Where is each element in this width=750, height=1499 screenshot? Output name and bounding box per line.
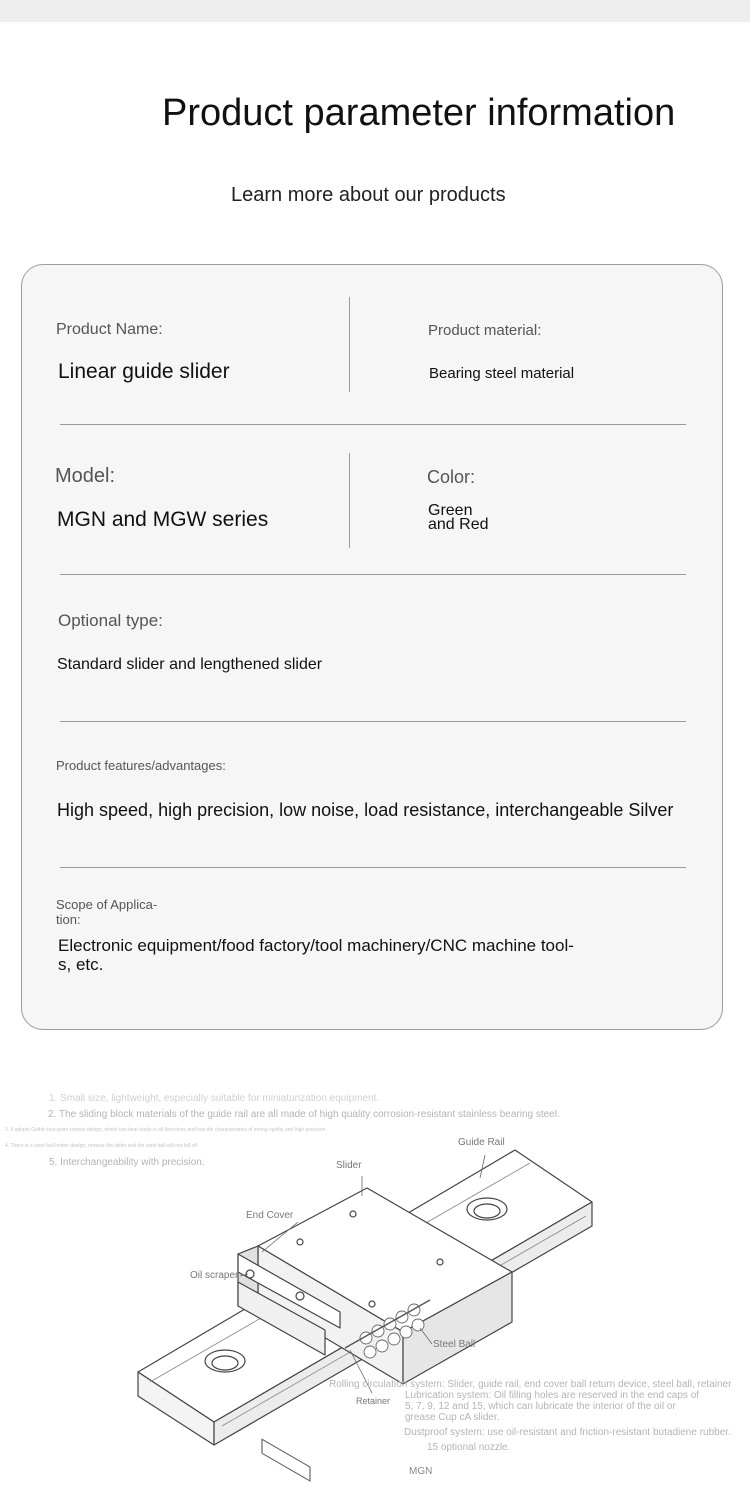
color-value-line-1: Green xyxy=(428,502,473,519)
page-title: Product parameter information xyxy=(162,92,676,134)
feature-item-5: 5. Interchangeability with precision. xyxy=(49,1157,205,1168)
note-series: MGN xyxy=(409,1466,433,1477)
parameter-card xyxy=(21,264,723,1030)
divider-4 xyxy=(60,867,686,868)
product-name-label: Product Name: xyxy=(56,321,163,338)
label-guide-rail: Guide Rail xyxy=(458,1137,505,1148)
material-label: Product material: xyxy=(428,322,542,339)
label-slider: Slider xyxy=(336,1160,362,1171)
divider-1 xyxy=(60,424,686,425)
feature-item-3: 3. It adopts Gothic four-point contact design, which can bear loads in all directions and has the characteristics of strong rigidity and high precision. xyxy=(5,1127,327,1133)
scope-label-line-1: Scope of Applica- xyxy=(56,897,158,912)
top-bar xyxy=(0,0,750,22)
model-label: Model: xyxy=(55,465,116,487)
note-rolling: Rolling circulation system: Slider, guide rail, end cover ball return device, steel ball, retainer xyxy=(329,1379,732,1390)
divider-vertical-2 xyxy=(349,453,350,548)
note-lubrication-line-3: grease Cup cA slider. xyxy=(405,1412,500,1423)
note-dustproof-1: Dustproof system: use oil-resistant and friction-resistant butadiene rubber. xyxy=(404,1427,731,1438)
product-name-value: Linear guide slider xyxy=(58,360,230,383)
color-value xyxy=(428,504,489,532)
note-lubrication-line-2: 5, 7, 9, 12 and 15, which can lubricate the interior of the oil or xyxy=(405,1401,676,1412)
feature-item-2: 2. The sliding block materials of the guide rail are all made of high quality corrosion-resistant stainless bearing steel. xyxy=(48,1109,560,1120)
features-label: Product features/advantages: xyxy=(56,758,226,773)
color-value-line-2: and Red xyxy=(428,516,489,533)
scope-value-line-1: Electronic equipment/food factory/tool machinery/CNC machine tool- xyxy=(58,936,574,955)
label-steel-ball: Steel Ball xyxy=(433,1339,476,1350)
feature-item-4: 4. There is a steel ball holder design, remove the slider and the steel ball will not fall off. xyxy=(5,1143,199,1149)
material-value: Bearing steel material xyxy=(429,365,575,382)
feature-item-1: 1. Small size, lightweight, especially suitable for miniaturization equipment. xyxy=(49,1093,380,1104)
label-retainer: Retainer xyxy=(356,1396,391,1406)
label-oil-scraper: Oil scraper xyxy=(190,1270,239,1281)
color-label: Color: xyxy=(427,467,476,487)
page-subtitle: Learn more about our products xyxy=(231,184,506,206)
scope-label-line-2: tion: xyxy=(56,912,81,927)
divider-vertical-1 xyxy=(349,297,350,392)
note-lubrication-line-1: Lubrication system: Oil filling holes are reserved in the end caps of xyxy=(405,1390,700,1401)
features-value: High speed, high precision, low noise, load resistance, interchangeable Silver xyxy=(57,800,674,820)
optional-type-value: Standard slider and lengthened slider xyxy=(57,656,323,673)
divider-3 xyxy=(60,721,686,722)
scope-value-line-2: s, etc. xyxy=(58,955,104,974)
divider-2 xyxy=(60,574,686,575)
scope-value xyxy=(58,936,574,974)
label-end-cover: End Cover xyxy=(246,1210,294,1221)
scope-label xyxy=(56,897,157,927)
note-lubrication xyxy=(405,1390,699,1423)
note-dustproof-2: 15 optional nozzle. xyxy=(427,1442,511,1453)
model-value: MGN and MGW series xyxy=(57,508,269,531)
optional-type-label: Optional type: xyxy=(58,611,163,630)
